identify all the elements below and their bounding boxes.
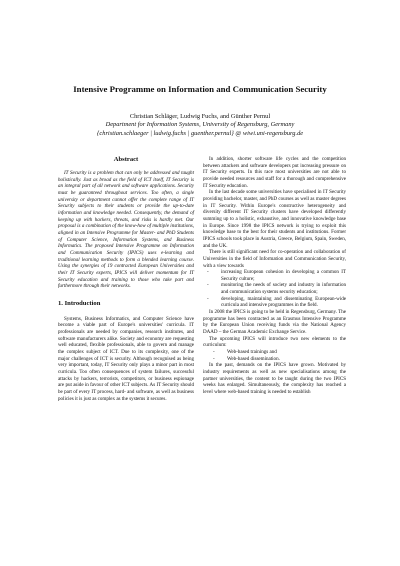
list-item <box>207 295 346 309</box>
list-item <box>207 269 346 282</box>
left-column <box>58 156 194 402</box>
body-paragraph-5: The upcoming IPICS will introduce two new elements to the curriculum: <box>203 335 346 349</box>
list-item-text: monitoring the needs of society and industry in information and communication systems security education; <box>221 282 346 296</box>
list-item-text: developing, maintaining and disseminating European-wide curricula and intensive programmes in the field. <box>221 295 346 309</box>
author-block <box>30 113 370 138</box>
abstract-heading: Abstract <box>113 156 139 163</box>
paper-title: Intensive Programme on Information and Communication Security <box>73 84 327 94</box>
introduction-heading: 1. Introduction <box>58 299 101 307</box>
list-item-text: increasing European cohesion in developing a common IT Security culture; <box>221 269 346 282</box>
body-paragraph-3: There is still significant need for co-operation and collaboration of Universities in the field of Information and Communication Security, with a view towards <box>203 249 346 269</box>
bullet-dash: - <box>207 295 209 302</box>
new-elements-list <box>203 349 346 362</box>
introduction-paragraph: Systems, Business Informatics, and Computer Science have become a viable part of Europe's universities' curricula. IT professionals are needed by companies, research institutes, and software manufacturers alike. Society and economy are requesting well educated, flexible professionals, able to govern and manage the complex subject of ICT. Due to its complexity, one of the major challenges of ICT is security. Although recognised as being very important, today, IT Security only plays a minor part in most curricula. Too often consequences of system failures, successful attacks by hackers, terrorists, competitors, or business espionage are put aside in favour of other ICT subjects. As IT Security should be part of every IT process, hard- and software, as well as business policies it is just as complex as the systems it secures. <box>58 315 194 402</box>
bullet-dash: - <box>207 282 209 289</box>
author-names: Christian Schläger, Ludwig Fuchs, and Günther Pernul <box>129 113 271 120</box>
list-item-text: Web-based dissemination. <box>227 355 280 362</box>
list-item-text: Web-based trainings and <box>227 349 277 356</box>
list-item <box>213 349 346 356</box>
author-institution: Department for Information Systems, University of Regensburg, Germany <box>105 121 295 129</box>
body-paragraph-2: In the last decade some universities have specialised in IT Security providing bachelor, master, and PhD courses as well as master degrees in IT Security. Within Europe's constructive heterogeneity and diversity different IT Security clusters have developed differently summing up to a holistic, exhaustive, and innovative knowledge base in Europe. Since 1998 the IPICS network is trying to exploit this knowledge base to the best for their students and institutions. Former IPICS schools took place in Austria, Greece, Belgium, Spain, Sweden, and the UK. <box>203 189 346 249</box>
goals-list <box>203 269 346 309</box>
bullet-dash: - <box>213 349 215 356</box>
bullet-dash: - <box>207 269 209 276</box>
list-item <box>207 282 346 296</box>
body-paragraph-1: In addition, shorter software life cycles and the competition between attackers and software developers put increasing pressure on IT Security experts. In this race most universities are not able to provide needed resources and staff for a thorough and comprehensive IT Security education. <box>203 156 346 189</box>
list-item <box>213 355 346 363</box>
abstract-text: IT Security is a problem that can only be addressed and taught holistically. Just as broad as the field of ICT itself, IT Security is an integral part of all network and software applications. Security must be guaranteed throughout services. Too often, a single university or department cannot offer the complete range of IT Security subjects to their students or provide the up-to-date information and knowledge needed. Consequently, the demand of keeping up with hackers, threats, and risks is hardly met. Our proposal is a combination of the know-how of multiple institutions, aligned in an Intensive Programme for Master- and PhD Students of Computer Science, Information Systems, and Business Informatics. The proposed Intensive Programme on Information and Communication Security (IPICS) uses e-learning and traditional learning methods to form a blended learning course. Using the synergies of 19 contracted European Universities and their IT Security experts, IPICS will deliver momentum for IT Security education and training to those who take part and furthermore through their networks. <box>58 170 194 290</box>
right-column <box>203 156 346 396</box>
body-paragraph-6: In the past, demands on the IPICS have grown. Motivated by industry requirements as well as new specialisations among the partner universities, the content to be taught during the two IPICS weeks has enlarged. Simultaneously, the complexity has reached a level where web-based training is needed to establish <box>203 362 346 395</box>
author-emails: {christian.schlaeger | ludwig.fuchs | guenther.pernul} @ wiwi.uni-regensburg.de <box>96 129 304 137</box>
body-paragraph-4: In 2008 the IPICS is going to be held in Regensburg, Germany. The programme has been contracted as an Erasmus Intensive Programme by the European Union receiving funds via the National Agency DAAD – the German Academic Exchange Service. <box>203 309 346 336</box>
bullet-dash: - <box>213 355 215 362</box>
